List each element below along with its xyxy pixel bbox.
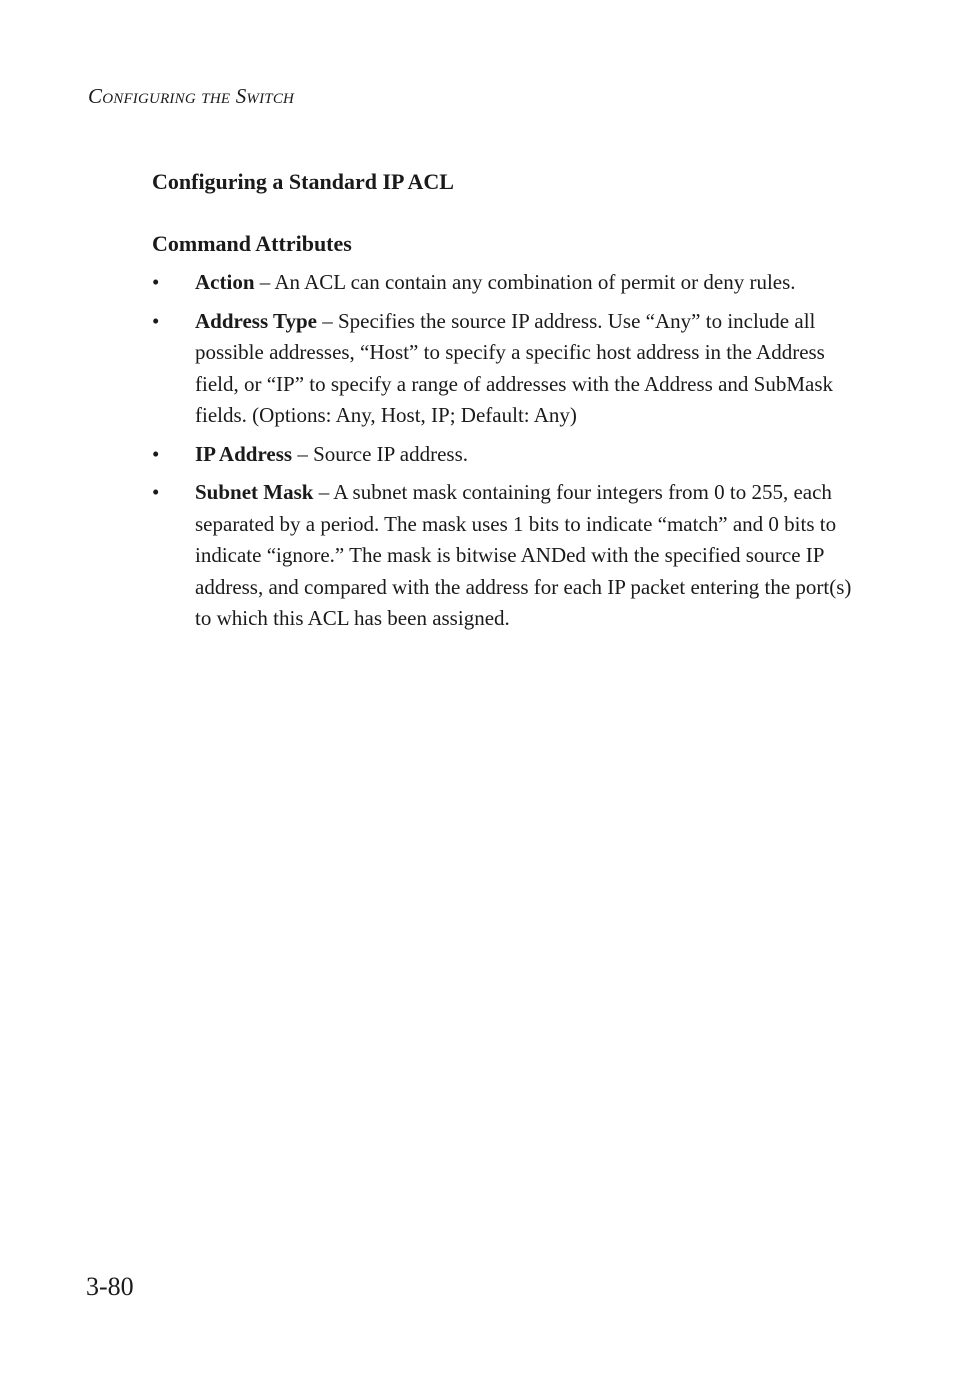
bullet: •	[152, 270, 160, 294]
attribute-description: – Source IP address.	[292, 441, 469, 466]
list-item-subnet-mask	[152, 477, 852, 635]
bullet: •	[152, 308, 160, 333]
section-title: Configuring a Standard IP ACL	[152, 169, 454, 194]
attribute-term: Action	[195, 270, 255, 294]
attribute-term: Subnet Mask	[195, 480, 314, 504]
attribute-description: – Specifies the source IP address. Use “Any” to include all possible addresses, “Host” to specify a specific host address in the Address field, or “IP” to specify a range of addresses with the Address and SubMask fields. (Options: Any, Host, IP; Default: Any)	[195, 308, 834, 427]
list-item-address-type	[152, 306, 852, 432]
subsection-title: Command Attributes	[152, 231, 352, 256]
attribute-term: Address Type	[195, 308, 317, 333]
attribute-term: IP Address	[195, 441, 293, 466]
attribute-description: – An ACL can contain any combination of permit or deny rules.	[254, 270, 796, 294]
bullet: •	[152, 441, 160, 466]
list-item-ip-address	[152, 439, 852, 471]
page-number: 3-80	[86, 1272, 134, 1301]
command-attributes-list	[152, 267, 852, 642]
bullet: •	[152, 480, 160, 504]
running-header: Configuring the Switch	[88, 84, 295, 108]
attribute-description: – A subnet mask containing four integers from 0 to 255, each separated by a period. The mask uses 1 bits to indicate “match” and 0 bits to indicate “ignore.” The mask is bitwise ANDed with the specified source IP address, and compared with the address for each IP packet entering the port(s) to which this ACL has been assigned.	[195, 480, 852, 630]
list-item-action	[152, 267, 852, 299]
